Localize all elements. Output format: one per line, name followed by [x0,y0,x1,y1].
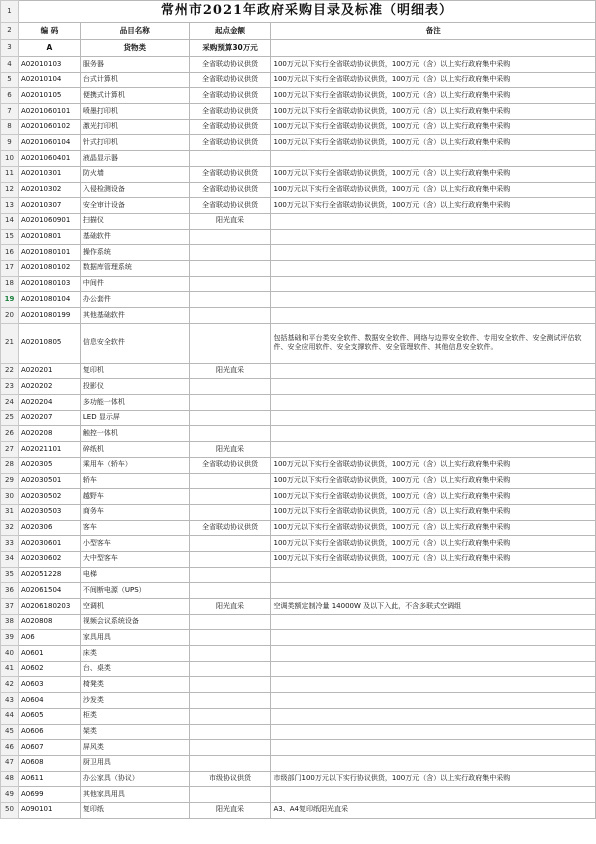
table-row [1,426,596,442]
row-number[interactable]: 22 [1,363,19,379]
row-number[interactable]: 38 [1,614,19,630]
table-row [1,551,596,567]
row-number[interactable]: 5 [1,72,19,88]
row-number[interactable]: 17 [1,260,19,276]
cell-note[interactable] [271,410,596,426]
cell-name[interactable]: 办公套件 [80,292,189,308]
cell-code[interactable]: A0201060901 [18,213,80,229]
cell-name[interactable]: 复印机 [80,363,189,379]
table-row [1,802,596,818]
cell-note[interactable] [271,292,596,308]
cell-amount[interactable]: 全省联动协议供货 [189,198,271,214]
cell-name[interactable]: 家具用具 [80,630,189,646]
row-number[interactable]: 27 [1,442,19,458]
category-code[interactable]: A [18,40,80,57]
table-row [1,771,596,787]
cell-amount[interactable] [189,755,271,771]
cell-name[interactable]: 中间件 [80,276,189,292]
cell-note[interactable] [271,442,596,458]
cell-code[interactable]: A0602 [18,661,80,677]
table-row [1,755,596,771]
cell-amount[interactable]: 全省联动协议供货 [189,520,271,536]
table-row [1,677,596,693]
cell-name[interactable]: 椅凳类 [80,677,189,693]
cell-code[interactable]: A0606 [18,724,80,740]
cell-name[interactable]: 架类 [80,724,189,740]
cell-amount[interactable]: 全省联动协议供货 [189,57,271,73]
cell-name[interactable]: 其他家具用具 [80,787,189,803]
cell-name[interactable]: 办公家具（协议） [80,771,189,787]
cell-amount[interactable] [189,630,271,646]
cell-amount[interactable] [189,229,271,245]
cell-code[interactable]: A0605 [18,708,80,724]
table-row [1,260,596,276]
sheet-title[interactable]: 常州市2021年政府采购目录及标准（明细表） [18,1,595,23]
cell-name[interactable]: 安全审计设备 [80,198,189,214]
cell-name[interactable]: 多功能一体机 [80,395,189,411]
cell-code[interactable]: A020208 [18,426,80,442]
cell-name[interactable]: 入侵检测设备 [80,182,189,198]
cell-amount[interactable]: 全省联动协议供货 [189,457,271,473]
header-row [1,23,596,40]
cell-amount[interactable] [189,551,271,567]
row-number[interactable]: 32 [1,520,19,536]
row-number[interactable]: 26 [1,426,19,442]
cell-name[interactable]: 激光打印机 [80,119,189,135]
table-row [1,646,596,662]
title-row [1,1,596,23]
cell-code[interactable]: A02021101 [18,442,80,458]
cell-code[interactable]: A0201060101 [18,104,80,120]
cell-amount[interactable] [189,379,271,395]
cell-note[interactable] [271,693,596,709]
table-row [1,166,596,182]
row-number[interactable]: 50 [1,802,19,818]
cell-code[interactable]: A0201080103 [18,276,80,292]
table-row [1,442,596,458]
cell-code[interactable]: A0201060401 [18,151,80,167]
cell-amount[interactable] [189,787,271,803]
cell-code[interactable]: A0607 [18,740,80,756]
cell-name[interactable]: 投影仪 [80,379,189,395]
cell-code[interactable]: A0608 [18,755,80,771]
row-number[interactable]: 28 [1,457,19,473]
cell-note[interactable]: 100万元以下实行全省联动协议供货，100万元（含）以上实行政府集中采购 [271,104,596,120]
cell-code[interactable]: A020305 [18,457,80,473]
cell-note[interactable] [271,363,596,379]
category-note[interactable] [271,40,596,57]
cell-amount[interactable] [189,260,271,276]
cell-name[interactable]: 小型客车 [80,536,189,552]
cell-code[interactable]: A02030602 [18,551,80,567]
table-row [1,787,596,803]
table-row [1,630,596,646]
cell-code[interactable]: A0201060102 [18,119,80,135]
table-row [1,740,596,756]
cell-code[interactable]: A02030601 [18,536,80,552]
cell-name[interactable]: 越野车 [80,489,189,505]
table-row [1,473,596,489]
cell-code[interactable]: A0201080102 [18,260,80,276]
table-row [1,379,596,395]
cell-name[interactable]: 轿车 [80,473,189,489]
cell-note[interactable] [271,787,596,803]
table-row [1,567,596,583]
header-amount[interactable]: 起点金额 [189,23,271,40]
row-number[interactable]: 13 [1,198,19,214]
row-number[interactable]: 35 [1,567,19,583]
cell-amount[interactable] [189,151,271,167]
row-number[interactable]: 42 [1,677,19,693]
cell-code[interactable]: A020202 [18,379,80,395]
cell-amount[interactable] [189,583,271,599]
cell-name[interactable]: 柜类 [80,708,189,724]
cell-amount[interactable] [189,708,271,724]
cell-name[interactable]: 基础软件 [80,229,189,245]
cell-code[interactable]: A0206180203 [18,599,80,615]
cell-name[interactable]: 床类 [80,646,189,662]
cell-amount[interactable]: 全省联动协议供货 [189,88,271,104]
cell-amount[interactable] [189,740,271,756]
cell-name[interactable]: 喷墨打印机 [80,104,189,120]
row-number[interactable]: 20 [1,308,19,324]
table-row [1,457,596,473]
cell-code[interactable]: A0201080199 [18,308,80,324]
cell-amount[interactable]: 全省联动协议供货 [189,166,271,182]
cell-amount[interactable] [189,245,271,261]
cell-code[interactable]: A0604 [18,693,80,709]
header-name[interactable]: 品目名称 [80,23,189,40]
row-number[interactable]: 4 [1,57,19,73]
cell-amount[interactable] [189,426,271,442]
cell-amount[interactable] [189,504,271,520]
row-number[interactable]: 29 [1,473,19,489]
cell-note[interactable]: 100万元以下实行全省联动协议供货，100万元（含）以上实行政府集中采购 [271,72,596,88]
table-row [1,213,596,229]
cell-note[interactable]: 100万元以下实行全省联动协议供货，100万元（含）以上实行政府集中采购 [271,457,596,473]
cell-note[interactable] [271,308,596,324]
cell-note[interactable] [271,426,596,442]
cell-note[interactable] [271,661,596,677]
cell-code[interactable]: A0601 [18,646,80,662]
table-row [1,88,596,104]
cell-name[interactable]: 针式打印机 [80,135,189,151]
cell-name[interactable]: 信息安全软件 [80,323,189,363]
cell-note[interactable]: 100万元以下实行全省联动协议供货，100万元（含）以上实行政府集中采购 [271,489,596,505]
cell-note[interactable] [271,395,596,411]
cell-code[interactable]: A02010301 [18,166,80,182]
cell-name[interactable]: 乘用车（轿车） [80,457,189,473]
table-row [1,536,596,552]
row-number[interactable]: 49 [1,787,19,803]
cell-amount[interactable] [189,614,271,630]
cell-note[interactable] [271,677,596,693]
cell-note[interactable] [271,583,596,599]
table-row [1,599,596,615]
category-row [1,40,596,57]
cell-amount[interactable] [189,693,271,709]
table-row [1,504,596,520]
table-row [1,693,596,709]
cell-code[interactable]: A02030501 [18,473,80,489]
cell-name[interactable]: 操作系统 [80,245,189,261]
table-row [1,661,596,677]
cell-name[interactable]: 客车 [80,520,189,536]
cell-name[interactable]: 复印纸 [80,802,189,818]
cell-name[interactable]: 防火墙 [80,166,189,182]
cell-name[interactable]: 大中型客车 [80,551,189,567]
cell-code[interactable]: A02010104 [18,72,80,88]
cell-amount[interactable] [189,395,271,411]
table-row [1,229,596,245]
row-number[interactable]: 47 [1,755,19,771]
table-row [1,308,596,324]
cell-name[interactable]: 空调机 [80,599,189,615]
table-row [1,276,596,292]
table-row [1,245,596,261]
cell-code[interactable]: A020207 [18,410,80,426]
cell-amount[interactable]: 阳光直采 [189,802,271,818]
cell-note[interactable]: 100万元以下实行全省联动协议供货，100万元（含）以上实行政府集中采购 [271,551,596,567]
table-row [1,198,596,214]
category-amount[interactable]: 采购预算30万元 [189,40,271,57]
table-row [1,614,596,630]
cell-name[interactable]: 不间断电源（UPS） [80,583,189,599]
cell-note[interactable] [271,276,596,292]
table-row [1,363,596,379]
cell-code[interactable]: A02010103 [18,57,80,73]
cell-note[interactable] [271,260,596,276]
cell-name[interactable]: 台式计算机 [80,72,189,88]
row-number[interactable]: 48 [1,771,19,787]
cell-note[interactable] [271,213,596,229]
cell-note[interactable]: 100万元以下实行全省联动协议供货，100万元（含）以上实行政府集中采购 [271,57,596,73]
cell-name[interactable]: 触控一体机 [80,426,189,442]
cell-code[interactable]: A0699 [18,787,80,803]
cell-amount[interactable]: 全省联动协议供货 [189,182,271,198]
cell-amount[interactable]: 全省联动协议供货 [189,72,271,88]
cell-amount[interactable]: 全省联动协议供货 [189,135,271,151]
row-number[interactable]: 10 [1,151,19,167]
row-number[interactable]: 3 [1,40,19,57]
cell-name[interactable]: 扫描仪 [80,213,189,229]
cell-amount[interactable] [189,489,271,505]
cell-note[interactable] [271,755,596,771]
cell-note[interactable] [271,379,596,395]
cell-name[interactable]: 沙发类 [80,693,189,709]
table-row [1,135,596,151]
cell-code[interactable]: A0611 [18,771,80,787]
cell-name[interactable]: 台、桌类 [80,661,189,677]
cell-note[interactable]: 包括基础和平台类安全软件、数据安全软件、网络与边界安全软件、专用安全软件、安全测试评估软件、安全应用软件、安全支撑软件、安全管理软件、其他信息安全软件。 [271,323,596,363]
category-name[interactable]: 货物类 [80,40,189,57]
table-row [1,292,596,308]
cell-code[interactable]: A020204 [18,395,80,411]
cell-note[interactable]: 100万元以下实行全省联动协议供货，100万元（含）以上实行政府集中采购 [271,119,596,135]
table-row [1,410,596,426]
cell-name[interactable]: 便携式计算机 [80,88,189,104]
cell-note[interactable]: 100万元以下实行全省联动协议供货，100万元（含）以上实行政府集中采购 [271,135,596,151]
row-number[interactable]: 34 [1,551,19,567]
row-number[interactable]: 2 [1,23,19,40]
row-number[interactable]: 46 [1,740,19,756]
table-row [1,520,596,536]
table-row [1,395,596,411]
cell-amount[interactable]: 阳光直采 [189,213,271,229]
cell-note[interactable]: 100万元以下实行全省联动协议供货，100万元（含）以上实行政府集中采购 [271,166,596,182]
row-number[interactable]: 6 [1,88,19,104]
cell-note[interactable]: 市级部门100万元以下实行协议供货，100万元（含）以上实行政府集中采购 [271,771,596,787]
row-number[interactable]: 39 [1,630,19,646]
cell-note[interactable] [271,567,596,583]
table-row [1,489,596,505]
cell-code[interactable]: A0603 [18,677,80,693]
table-row [1,119,596,135]
cell-name[interactable]: 碎纸机 [80,442,189,458]
table-row [1,708,596,724]
cell-code[interactable]: A090101 [18,802,80,818]
cell-note[interactable]: 空调类额定制冷量 14000W 及以下入此，不含多联式空调组 [271,599,596,615]
cell-note[interactable] [271,724,596,740]
row-number[interactable]: 33 [1,536,19,552]
cell-amount[interactable] [189,292,271,308]
cell-amount[interactable] [189,473,271,489]
row-number[interactable]: 45 [1,724,19,740]
cell-code[interactable]: A020306 [18,520,80,536]
cell-code[interactable]: A02030502 [18,489,80,505]
cell-name[interactable]: 视频会议系统设备 [80,614,189,630]
cell-note[interactable]: 100万元以下实行全省联动协议供货，100万元（含）以上实行政府集中采购 [271,88,596,104]
cell-code[interactable]: A02010307 [18,198,80,214]
row-number[interactable]: 12 [1,182,19,198]
cell-name[interactable]: 电梯 [80,567,189,583]
row-number[interactable]: 36 [1,583,19,599]
cell-amount[interactable]: 阳光直采 [189,599,271,615]
cell-amount[interactable] [189,677,271,693]
cell-name[interactable]: 厨卫用具 [80,755,189,771]
cell-amount[interactable] [189,661,271,677]
cell-note[interactable]: A3、A4复印纸阳光直采 [271,802,596,818]
cell-note[interactable]: 100万元以下实行全省联动协议供货，100万元（含）以上实行政府集中采购 [271,182,596,198]
cell-code[interactable]: A0201080104 [18,292,80,308]
cell-code[interactable]: A02010105 [18,88,80,104]
table-row [1,583,596,599]
row-number[interactable]: 40 [1,646,19,662]
row-number[interactable]: 14 [1,213,19,229]
cell-note[interactable] [271,646,596,662]
cell-name[interactable]: 商务车 [80,504,189,520]
row-number[interactable]: 44 [1,708,19,724]
row-number[interactable]: 7 [1,104,19,120]
row-number[interactable]: 24 [1,395,19,411]
cell-amount[interactable]: 全省联动协议供货 [189,119,271,135]
cell-code[interactable]: A02010302 [18,182,80,198]
cell-code[interactable]: A02061504 [18,583,80,599]
cell-name[interactable]: 屏风类 [80,740,189,756]
table-row [1,323,596,363]
table-row [1,104,596,120]
row-number[interactable]: 30 [1,489,19,505]
cell-code[interactable]: A0201080101 [18,245,80,261]
cell-note[interactable] [271,630,596,646]
cell-code[interactable]: A02010801 [18,229,80,245]
row-number[interactable]: 43 [1,693,19,709]
cell-amount[interactable] [189,276,271,292]
row-number[interactable]: 31 [1,504,19,520]
cell-note[interactable] [271,229,596,245]
row-number[interactable]: 8 [1,119,19,135]
cell-note[interactable]: 100万元以下实行全省联动协议供货，100万元（含）以上实行政府集中采购 [271,198,596,214]
row-number[interactable]: 16 [1,245,19,261]
cell-amount[interactable] [189,308,271,324]
row-number[interactable]: 21 [1,323,19,363]
row-number[interactable]: 37 [1,599,19,615]
cell-note[interactable] [271,740,596,756]
cell-note[interactable]: 100万元以下实行全省联动协议供货，100万元（含）以上实行政府集中采购 [271,504,596,520]
cell-name[interactable]: LED 显示屏 [80,410,189,426]
table-row [1,724,596,740]
row-number[interactable]: 1 [1,1,19,23]
cell-note[interactable]: 100万元以下实行全省联动协议供货，100万元（含）以上实行政府集中采购 [271,536,596,552]
cell-note[interactable] [271,614,596,630]
cell-name[interactable]: 液晶显示器 [80,151,189,167]
table-row [1,182,596,198]
cell-amount[interactable] [189,323,271,363]
row-number[interactable]: 15 [1,229,19,245]
cell-code[interactable]: A02051228 [18,567,80,583]
cell-name[interactable]: 服务器 [80,57,189,73]
row-number[interactable]: 19 [1,292,19,308]
header-code[interactable]: 编 码 [18,23,80,40]
table-row [1,151,596,167]
cell-note[interactable]: 100万元以下实行全省联动协议供货，100万元（含）以上实行政府集中采购 [271,473,596,489]
header-note[interactable]: 备注 [271,23,596,40]
table-row [1,57,596,73]
row-number[interactable]: 11 [1,166,19,182]
cell-code[interactable]: A020808 [18,614,80,630]
cell-code[interactable]: A020201 [18,363,80,379]
table-row [1,72,596,88]
cell-amount[interactable]: 阳光直采 [189,442,271,458]
row-number[interactable]: 18 [1,276,19,292]
cell-amount[interactable] [189,410,271,426]
cell-amount[interactable]: 全省联动协议供货 [189,104,271,120]
cell-code[interactable]: A02010805 [18,323,80,363]
cell-name[interactable]: 数据库管理系统 [80,260,189,276]
cell-amount[interactable] [189,567,271,583]
row-number[interactable]: 25 [1,410,19,426]
cell-amount[interactable] [189,724,271,740]
cell-amount[interactable]: 市级协议供货 [189,771,271,787]
cell-note[interactable] [271,708,596,724]
row-number[interactable]: 9 [1,135,19,151]
cell-code[interactable]: A02030503 [18,504,80,520]
cell-note[interactable] [271,245,596,261]
cell-amount[interactable] [189,536,271,552]
cell-amount[interactable] [189,646,271,662]
cell-note[interactable] [271,151,596,167]
cell-code[interactable]: A0201060104 [18,135,80,151]
row-number[interactable]: 41 [1,661,19,677]
cell-name[interactable]: 其他基础软件 [80,308,189,324]
row-number[interactable]: 23 [1,379,19,395]
cell-note[interactable]: 100万元以下实行全省联动协议供货，100万元（含）以上实行政府集中采购 [271,520,596,536]
cell-code[interactable]: A06 [18,630,80,646]
cell-amount[interactable]: 阳光直采 [189,363,271,379]
